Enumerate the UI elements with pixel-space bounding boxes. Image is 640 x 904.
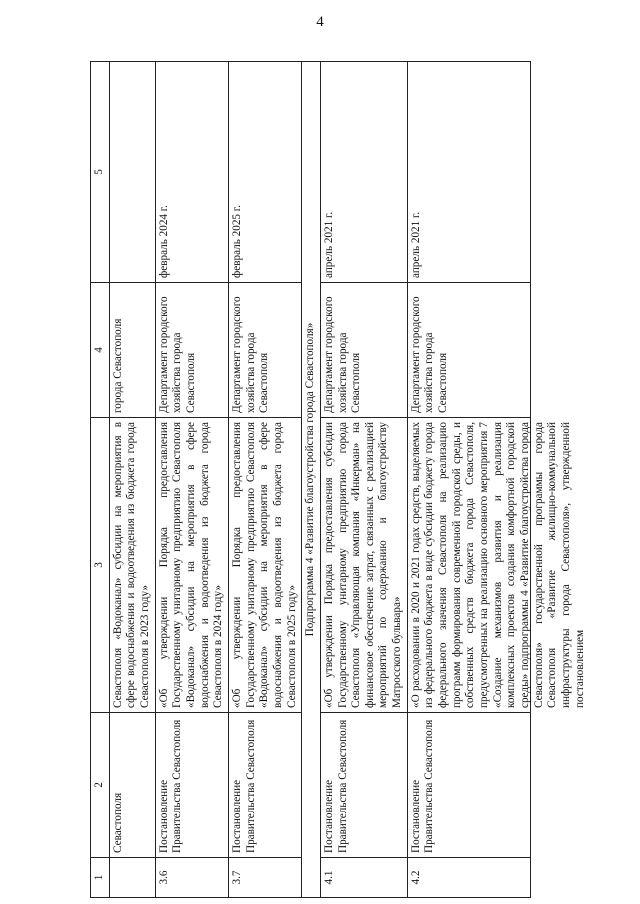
document-type: Постановление Правительства Севастополя <box>155 713 228 858</box>
row-number: 3.7 <box>228 858 301 898</box>
row-number: 4.1 <box>320 858 407 898</box>
document-type: Севастополя <box>109 713 155 858</box>
document-title: «Об утверждении Порядка предоставления субсидии Государственному унитарному предприятию города Севастополя «Управляющая компания «Инкерман» на финансовое обеспечение затрат, связанных с реализацией мероприятий по содержанию и благоустройству Матросского бульвара» <box>320 418 407 713</box>
executor: города Севастополя <box>109 283 155 418</box>
regulatory-acts-table <box>90 61 586 898</box>
document-title-cell <box>407 418 586 713</box>
executor: Департамент городского хозяйства города Севастополя <box>155 283 228 418</box>
deadline <box>109 62 155 283</box>
document-title: «Об утверждении Порядка предоставления Государственному унитарному предприятию Севастополя «Водоканал» субсидии на мероприятия в сфере водоснабжения и водоотведения из бюджета города Севастополя в 2025 году» <box>228 418 301 713</box>
deadline: апрель 2021 г. <box>320 62 407 283</box>
document-type: Постановление Правительства Севастополя <box>407 713 530 858</box>
page-number: 4 <box>316 14 324 30</box>
deadline: февраль 2025 г. <box>228 62 301 283</box>
executor: Департамент городского хозяйства города Севастополя <box>320 283 407 418</box>
document-type: Постановление Правительства Севастополя <box>228 713 301 858</box>
table-row <box>155 62 228 898</box>
col-header-3: 3 <box>91 418 110 713</box>
col-header-1: 1 <box>91 858 110 898</box>
deadline: апрель 2021 г. <box>407 62 530 283</box>
rotated-table-page <box>90 62 616 898</box>
deadline: февраль 2024 г. <box>155 62 228 283</box>
column-number-row <box>91 62 110 898</box>
executor: Департамент городского хозяйства города Севастополя <box>407 283 530 418</box>
table-row <box>407 62 530 898</box>
section-row <box>302 62 321 898</box>
row-number: 3.6 <box>155 858 228 898</box>
row-number <box>109 858 155 898</box>
col-header-4: 4 <box>91 283 110 418</box>
document-title: «Об утверждении Порядка предоставления Государственному унитарному предприятию Севастополя «Водоканал» субсидии на мероприятия в сфере водоснабжения и водоотведения из бюджета города Севастополя в 2024 году» <box>155 418 228 713</box>
document-title: «О расходовании в 2020 и 2021 годах средств, выделяемых из федерального бюджета в виде субсидии бюджету города федерального значения Севастополя на реализацию программ формирования современной городской среды, и собственных средств бюджета города Севастополя, предусмотренных на реализацию основного мероприятия 7 «Создание механизмов развития и реализация комплексных проектов создания комфортной городской среды» подпрограммы 4 «Развитие благоустройства города Севастополя» государственной программы города Севастополя «Развитие жилищно-коммунальной инфраструктуры города Севастополя», утвержденной постановлением <box>409 422 586 708</box>
table-row <box>109 62 155 898</box>
document-title: Севастополя «Водоканал» субсидии на мероприятия в сфере водоснабжения и водоотведения из бюджета города Севастополя в 2023 году» <box>109 418 155 713</box>
table-row <box>320 62 407 898</box>
executor: Департамент городского хозяйства города Севастополя <box>228 283 301 418</box>
col-header-2: 2 <box>91 713 110 858</box>
col-header-5: 5 <box>91 62 110 283</box>
document-type: Постановление Правительства Севастополя <box>320 713 407 858</box>
subprogram-title: Подпрограмма 4 «Развитие благоустройства города Севастополя» <box>302 62 321 898</box>
table-row <box>228 62 301 898</box>
row-number: 4.2 <box>407 858 530 898</box>
